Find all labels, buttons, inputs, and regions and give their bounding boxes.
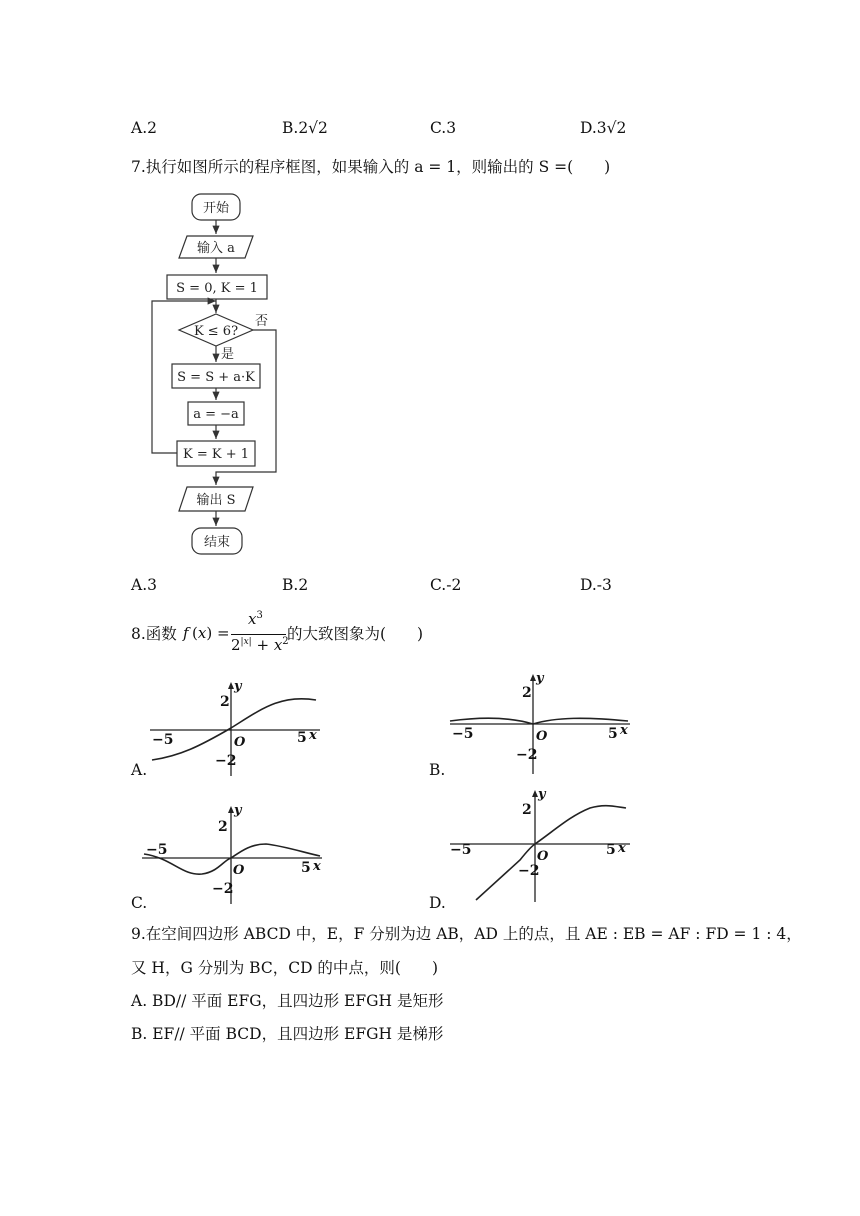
tick-label-5: 5 [608,726,618,742]
tick-label-2: 2 [220,694,230,710]
q8-option-a-letter: A. [131,761,148,779]
q7-option-a: A.3 [131,576,157,594]
origin-label: O [234,735,246,750]
x-axis-label: x [620,723,628,738]
tick-label-neg2: −2 [516,747,538,763]
tick-label-neg5: −5 [146,842,168,858]
flow-yes-label: 是 [221,347,235,362]
flow-end-label: 结束 [203,535,231,550]
tick-label-2: 2 [522,802,532,818]
q8-graph-c [132,800,332,910]
flow-step2-label: a = −a [193,407,239,422]
y-axis-label: y [536,671,544,686]
q8-stem-prefix: 8.函数 [131,625,177,643]
origin-label: O [537,849,549,864]
q8-stem-suffix: 的大致图象为( ) [287,625,424,643]
q6-option-c: C.3 [430,119,457,137]
q7-option-d: D.-3 [580,576,612,594]
q7-stem: 7.执行如图所示的程序框图，如果输入的 a = 1，则输出的 S =( ) [131,158,611,176]
tick-label-2: 2 [218,819,228,835]
q6-option-a: A.2 [131,119,157,137]
y-axis-label: y [538,787,546,802]
tick-label-neg2: −2 [518,863,540,879]
q7-option-b: B.2 [282,576,309,594]
tick-label-2: 2 [522,685,532,701]
q9-option-a: A. BD// 平面 EFG，且四边形 EFGH 是矩形 [131,992,444,1010]
flow-no-label: 否 [255,314,269,329]
x-axis-label: x [313,859,321,874]
flow-start-label: 开始 [202,201,230,216]
q6-option-b: B.2√2 [282,119,328,137]
q8-option-c-letter: C. [131,894,148,912]
q8-graph-a [130,676,330,786]
q9-option-b: B. EF// 平面 BCD，且四边形 EFGH 是梯形 [131,1025,444,1043]
q8-option-b-letter: B. [429,761,446,779]
q7-option-c: C.-2 [430,576,462,594]
tick-label-neg5: −5 [152,732,174,748]
q9-line1: 9.在空间四边形 ABCD 中，E，F 分别为边 AB，AD 上的点，且 AE : EB = AF : FD = 1 : 4， [131,925,802,943]
flow-init-label: S = 0, K = 1 [176,281,258,296]
tick-label-neg5: −5 [452,726,474,742]
q8-option-d-letter: D. [429,894,446,912]
q7-flowchart [135,190,305,560]
q9-line2: 又 H，G 分别为 BC，CD 的中点，则( ) [131,959,439,977]
flow-cond-label: K ≤ 6? [193,324,239,339]
origin-label: O [536,729,548,744]
y-axis-label: y [234,679,242,694]
flow-step3-label: K = K + 1 [182,447,250,462]
x-axis-label: x [618,841,626,856]
q6-option-d: D.3√2 [580,119,627,137]
flow-input-label: 输入 a [197,241,235,256]
tick-label-neg2: −2 [215,753,237,769]
origin-label: O [233,863,245,878]
q8-graph-b [440,670,640,780]
flow-output-label: 输出 S [196,493,236,508]
x-axis-label: x [309,728,317,743]
flow-step1-label: S = S + a·K [177,370,255,385]
q8-graph-d [440,786,640,906]
tick-label-5: 5 [297,730,307,746]
tick-label-neg5: −5 [450,842,472,858]
y-axis-label: y [234,803,242,818]
tick-label-neg2: −2 [212,881,234,897]
tick-label-5: 5 [606,842,616,858]
tick-label-5: 5 [301,860,311,876]
